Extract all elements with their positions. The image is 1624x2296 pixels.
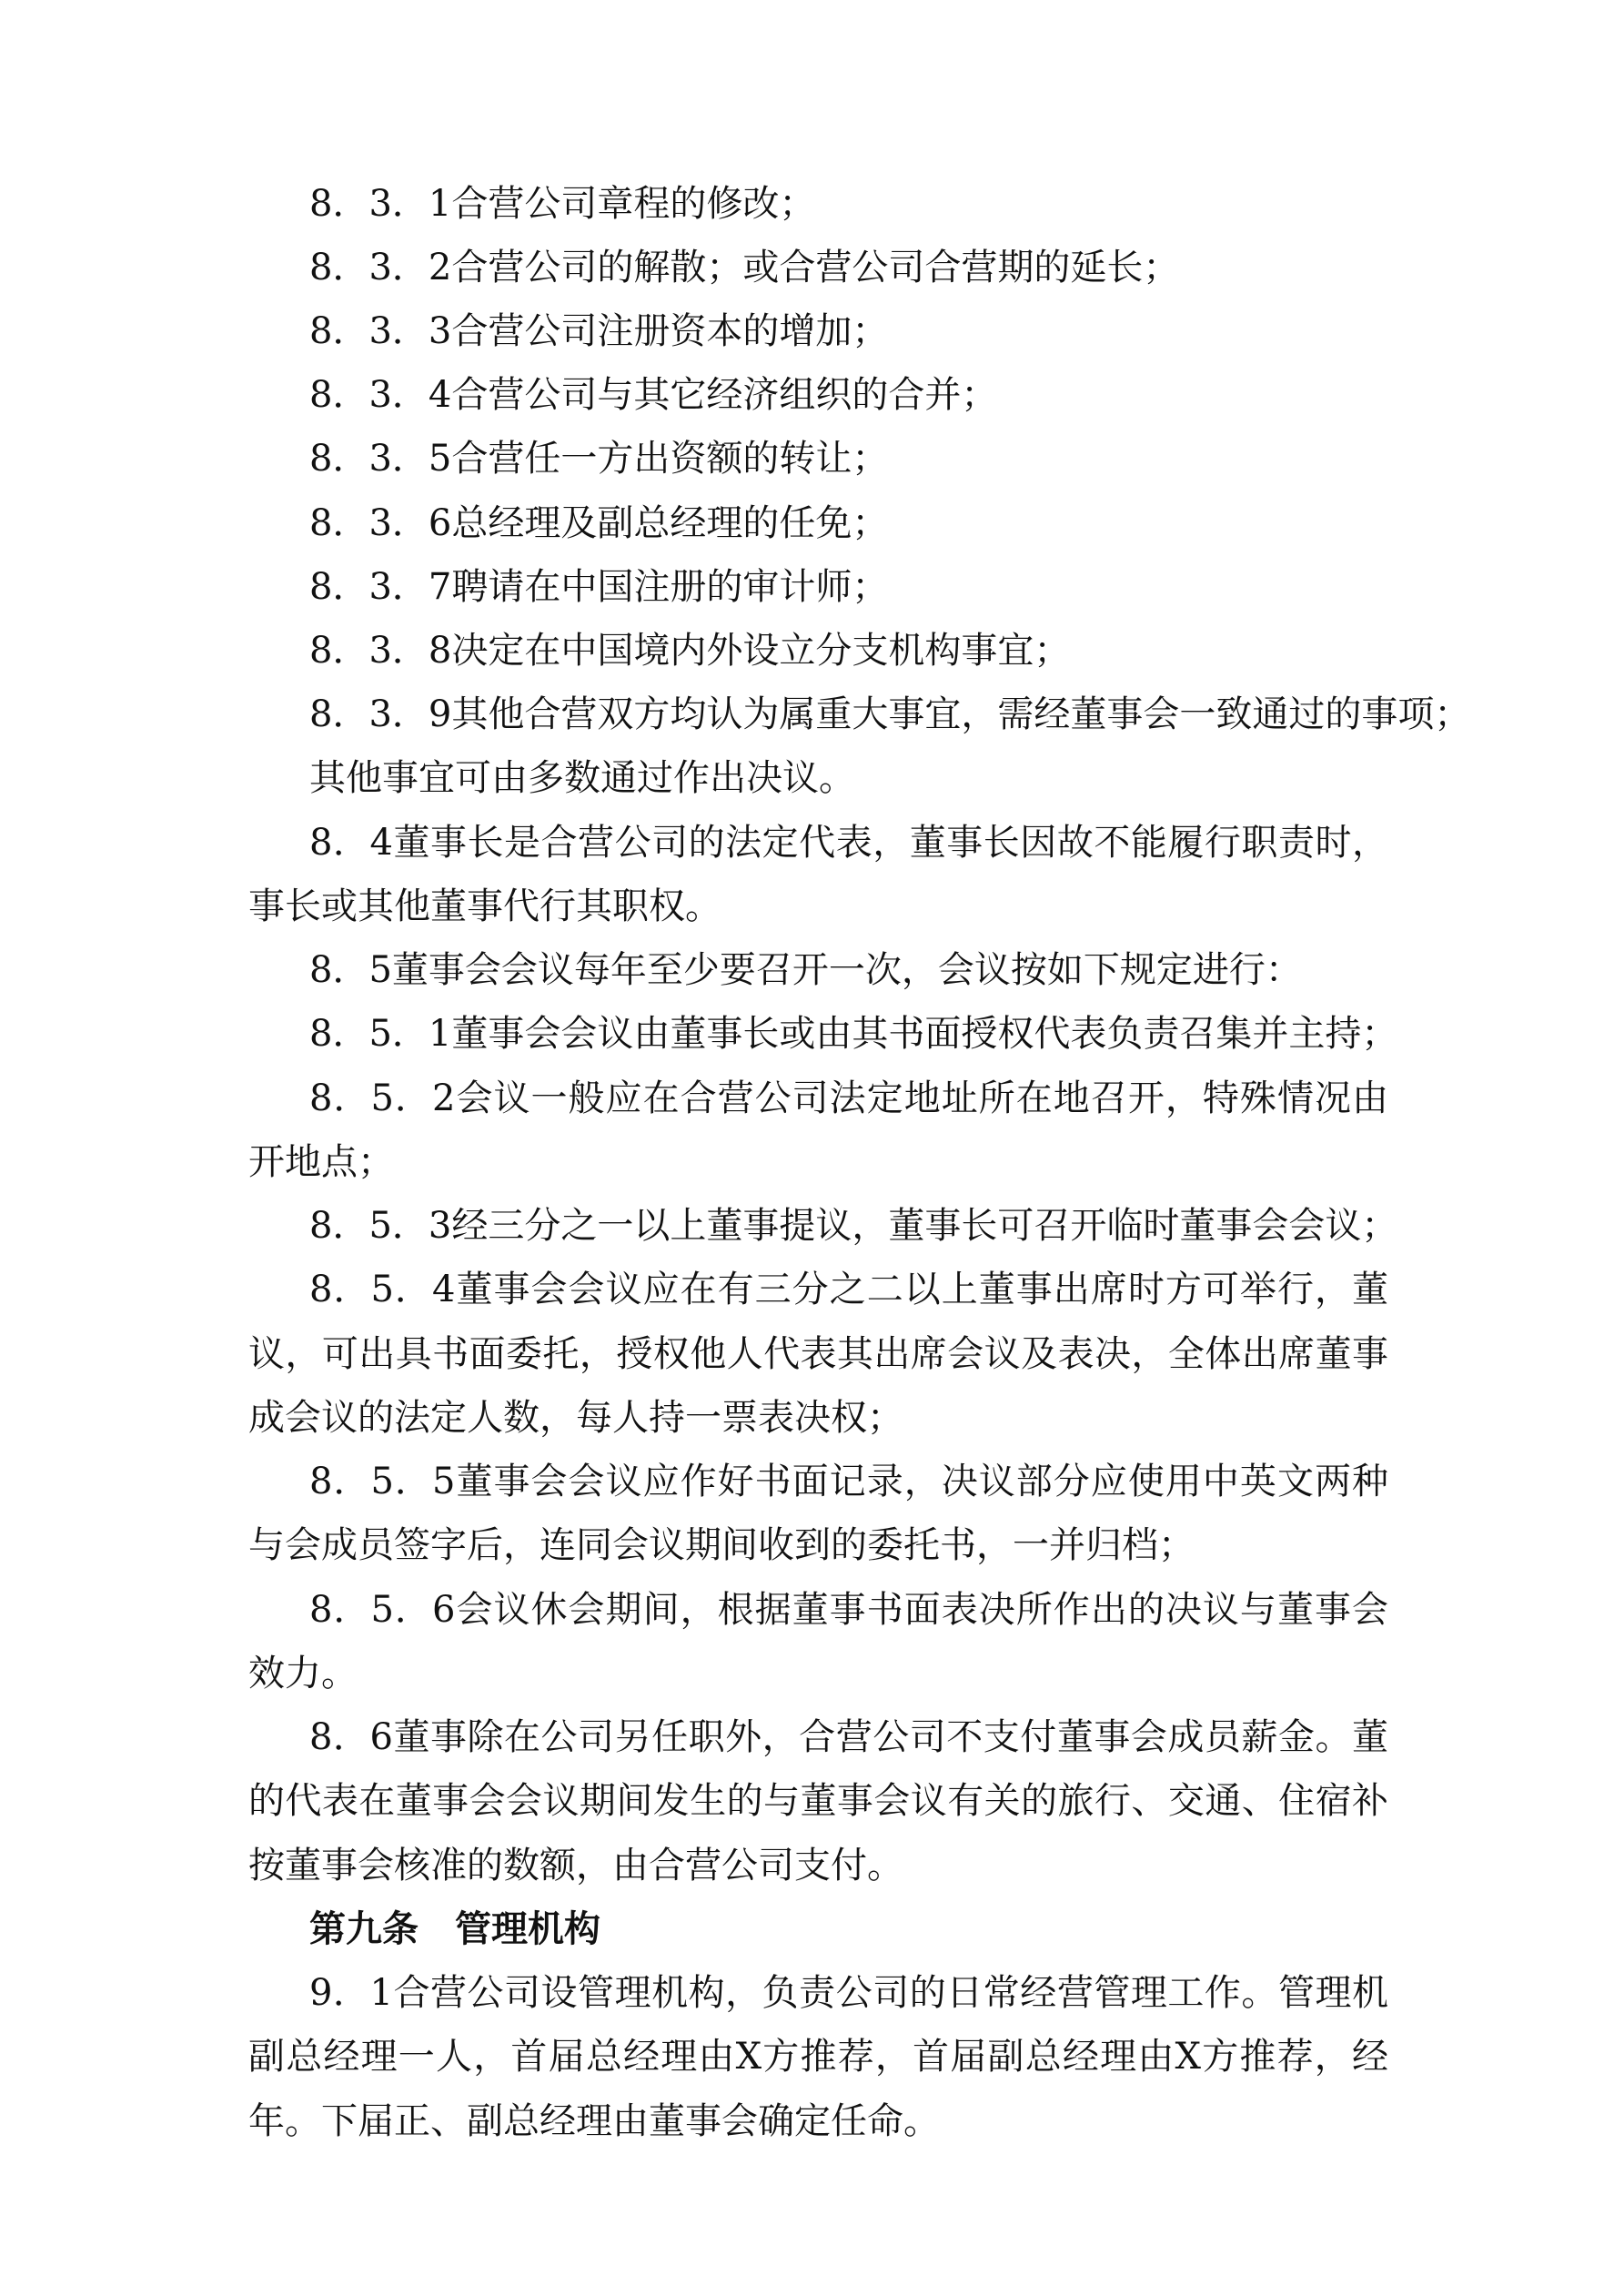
clause-8-5-5-line-1: 8．5．5董事会会议应作好书面记录，决议部分应使用中英文两种 — [309, 1461, 1388, 1502]
clause-9-1-line-3: 年。下届正、副总经理由董事会确定任命。 — [248, 2100, 940, 2142]
clause-8-5-4-line-3: 成会议的法定人数，每人持一票表决权； — [248, 1397, 903, 1439]
clause-8-3-8: 8．3．8决定在中国境内外设立分支机构事宜； — [309, 630, 1071, 672]
clause-8-5-3: 8．5．3经三分之一以上董事提议，董事长可召开临时董事会会议； — [309, 1205, 1398, 1247]
clause-8-4-line-2: 事长或其他董事代行其职权。 — [248, 885, 721, 927]
clause-8-5-2-line-1: 8．5．2会议一般应在合营公司法定地址所在地召开，特殊情况由 — [309, 1077, 1388, 1119]
clause-8-3-2: 8．3．2合营公司的解散；或合营公司合营期的延长； — [309, 247, 1180, 288]
clause-8-4-line-1: 8．4董事长是合营公司的法定代表，董事长因故不能履行职责时， — [309, 822, 1388, 864]
clause-8-3-4: 8．3．4合营公司与其它经济组织的合并； — [309, 374, 998, 416]
clause-8-3-5: 8．3．5合营任一方出资额的转让； — [309, 438, 889, 480]
clause-8-5-6-line-1: 8．5．6会议休会期间，根据董事书面表决所作出的决议与董事会 — [309, 1589, 1388, 1631]
clause-8-3-7: 8．3．7聘请在中国注册的审计师； — [309, 566, 889, 608]
clause-8-5-4-line-1: 8．5．4董事会会议应在有三分之二以上董事出席时方可举行，董 — [309, 1269, 1388, 1310]
clause-8-3-9: 8．3．9其他合营双方均认为属重大事宜，需经董事会一致通过的事项； — [309, 693, 1471, 735]
clause-8-5-4-line-2: 议，可出具书面委托，授权他人代表其出席会议及表决，全体出席董事 — [248, 1333, 1388, 1375]
clause-8-6-line-2: 的代表在董事会会议期间发生的与董事会议有关的旅行、交通、住宿补 — [248, 1780, 1388, 1822]
article-9-heading: 第九条 管理机构 — [309, 1907, 600, 1950]
paragraph-other-matters: 其他事宜可由多数通过作出决议。 — [309, 757, 855, 799]
clause-8-3-6: 8．3．6总经理及副总经理的任免； — [309, 502, 889, 544]
clause-9-1-line-2: 副总经理一人，首届总经理由X方推荐，首届副总经理由X方推荐，经 — [248, 2036, 1388, 2078]
clause-8-5-6-line-2: 效力。 — [248, 1653, 358, 1694]
clause-8-3-3: 8．3．3合营公司注册资本的增加； — [309, 310, 889, 352]
clause-9-1-line-1: 9．1合营公司设管理机构，负责公司的日常经营管理工作。管理机 — [309, 1972, 1388, 2014]
clause-8-5: 8．5董事会会议每年至少要召开一次，会议按如下规定进行： — [309, 949, 1302, 991]
clause-8-5-1: 8．5．1董事会会议由董事长或由其书面授权代表负责召集并主持； — [309, 1013, 1398, 1055]
clause-8-6-line-3: 按董事会核准的数额，由合营公司支付。 — [248, 1845, 903, 1886]
clause-8-6-line-1: 8．6董事除在公司另任职外，合营公司不支付董事会成员薪金。董 — [309, 1716, 1388, 1758]
clause-8-5-2-line-2: 开地点； — [248, 1141, 394, 1183]
clause-8-3-1: 8．3．1合营公司章程的修改； — [309, 183, 816, 225]
clause-8-5-5-line-2: 与会成员签字后，连同会议期间收到的委托书，一并归档； — [248, 1524, 1195, 1566]
